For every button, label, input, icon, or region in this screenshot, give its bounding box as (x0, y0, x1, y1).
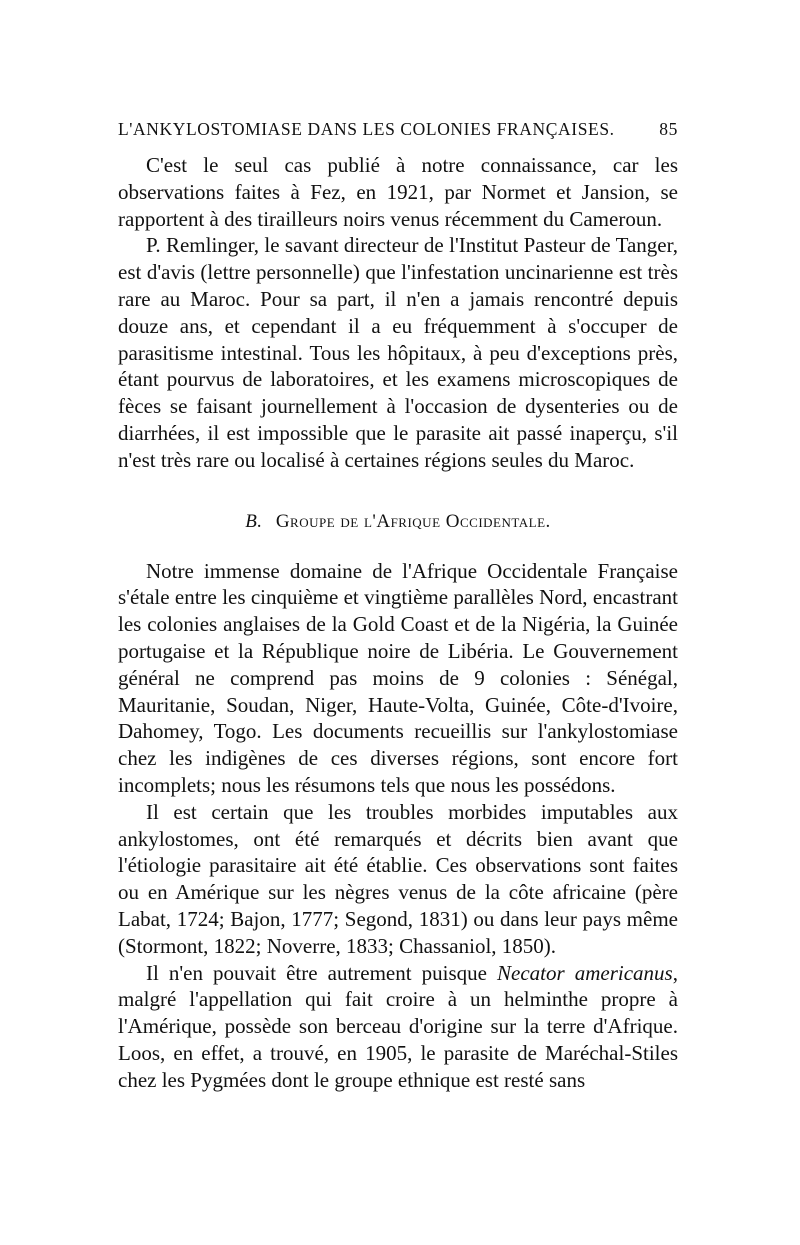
running-title: L'ANKYLOSTOMIASE DANS LES COLONIES FRANÇAISES. (118, 119, 615, 139)
paragraph-troubles-morbides: Il est certain que les troubles morbides imputables aux ankylostomes, ont été remarqués et décrits bien avant que l'étiologie parasitaire ait été établie. Ces observations sont faites ou en Amérique sur les nègres venus de la côte africaine (père Labat, 1724; Bajon, 1777; Segond, 1831) ou dans leur pays même (Stormont, 1822; Noverre, 1833; Chassaniol, 1850). (118, 799, 678, 958)
page-number: 85 (659, 119, 678, 139)
paragraph-cameroun: C'est le seul cas publié à notre connaissance, car les observations faites à Fez, en 1921, par Normet et Jansion, se rapportent à des tirailleurs noirs venus récemment du Cameroun. (118, 153, 678, 231)
necator-text-before: Il n'en pouvait être autrement puisque (146, 960, 498, 985)
paragraph-remlinger: P. Remlinger, le savant directeur de l'Institut Pasteur de Tanger, est d'avis (lettre personnelle) que l'infestation uncinarienne est très rare au Maroc. Pour sa part, il n'en a jamais rencontré depuis douze ans, et cependant il a eu fréquemment à s'occuper de parasitisme intestinal. Tous les hôpitaux, à peu d'exceptions près, étant pourvus de laboratoires, et les examens microscopiques de fèces se faisant journellement à l'occasion de dysenteries ou de diarrhées, il est impossible que le parasite ait passé inaperçu, s'il n'est très rare ou localisé à certaines régions seules du Maroc. (118, 233, 678, 472)
section-heading (118, 511, 678, 533)
section-letter: B. (245, 510, 263, 532)
species-name: Necator americanus (497, 960, 673, 985)
necator-text-after: , malgré l'appellation qui fait croire à un helminthe propre à l'Amérique, possède son berceau d'origine sur la terre d'Afrique. Loos, en effet, a trouvé, en 1905, le parasite de Maréchal-Stiles chez les Pygmées dont le groupe ethnique est resté sans (118, 960, 678, 1092)
book-page (118, 116, 678, 1094)
paragraph-necator (118, 960, 678, 1094)
paragraph-afrique-occidentale: Notre immense domaine de l'Afrique Occidentale Française s'étale entre les cinquième et vingtième parallèles Nord, encastrant les colonies anglaises de la Gold Coast et de la Nigéria, la Guinée portugaise et la République noire de Libéria. Le Gouvernement général ne comprend pas moins de 9 colonies : Sénégal, Mauritanie, Soudan, Niger, Haute-Volta, Guinée, Côte-d'Ivoire, Dahomey, Togo. Les documents recueillis sur l'ankylostomiase chez les indigènes de ces diverses régions, sont encore fort incomplets; nous les résumons tels que nous les possédons. (118, 558, 678, 797)
running-head (118, 116, 678, 142)
section-title: Groupe de l'Afrique Occidentale. (275, 510, 551, 532)
